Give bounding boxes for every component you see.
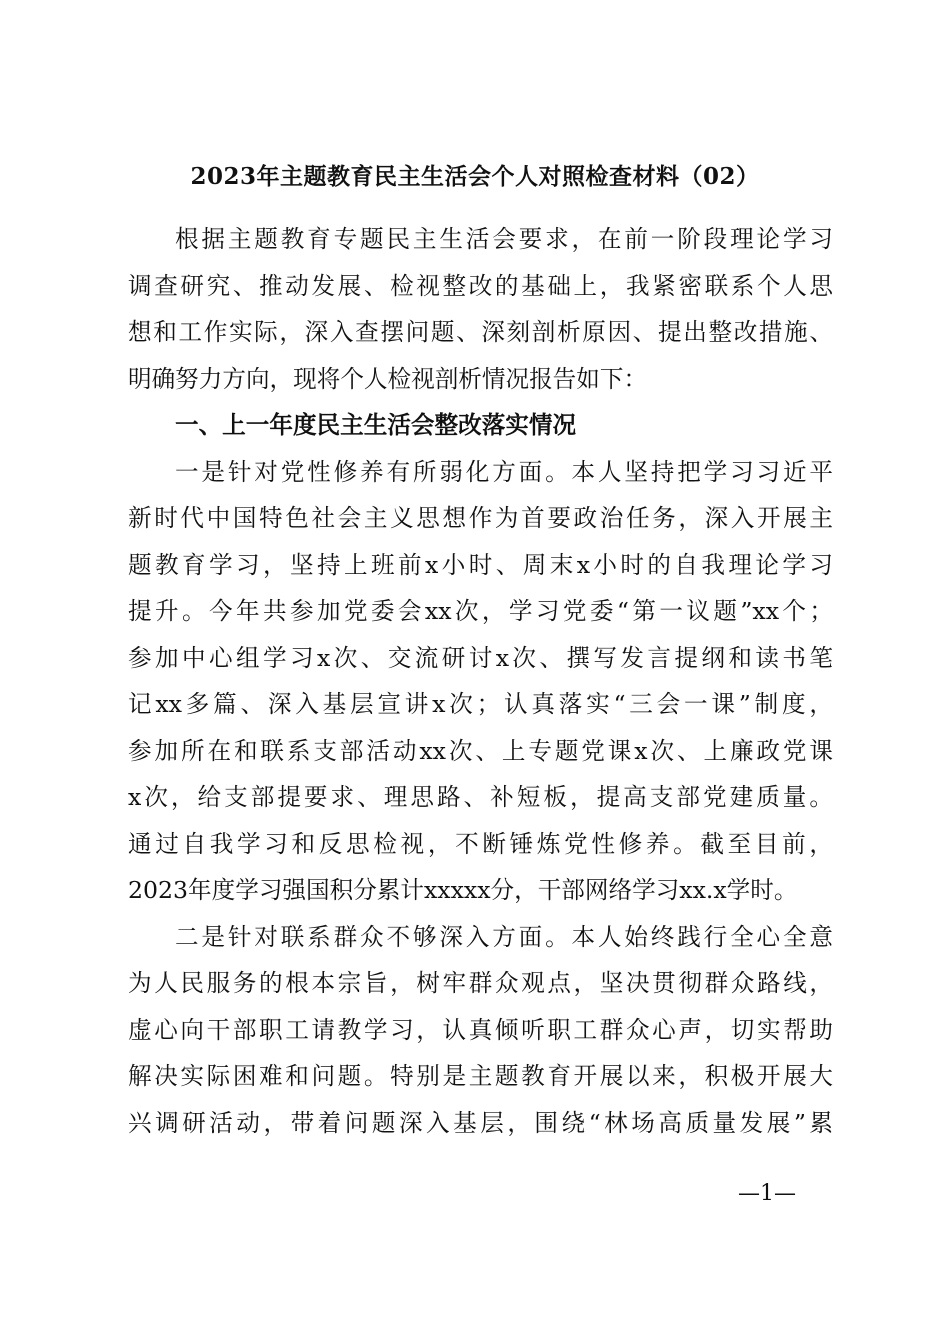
paragraph-line: 解决实际困难和问题。特别是主题教育开展以来，积极开展大 xyxy=(128,1062,833,1090)
paragraph-line: 参加所在和联系支部活动xx次、上专题党课x次、上廉政党课 xyxy=(128,736,833,765)
paragraph-line: 二是针对联系群众不够深入方面。本人始终践行全心全意 xyxy=(175,922,833,951)
intro-line: 根据主题教育专题民主生活会要求，在前一阶段理论学习 xyxy=(175,225,833,253)
paragraph-line: 通过自我学习和反思检视，不断锤炼党性修养。截至目前， xyxy=(128,829,833,858)
paragraph-line: 一是针对党性修养有所弱化方面。本人坚持把学习习近平 xyxy=(175,457,833,486)
document-body xyxy=(128,216,833,1146)
intro-line: 明确努力方向，现将个人检视剖析情况报告如下： xyxy=(128,364,648,393)
paragraph-line: 参加中心组学习x次、交流研讨x次、撰写发言提纲和读书笔 xyxy=(128,643,833,672)
paragraph-line: 2023年度学习强国积分累计xxxxx分，干部网络学习xx.x学时。 xyxy=(128,876,798,904)
paragraph-line: x次，给支部提要求、理思路、补短板，提高支部党建质量。 xyxy=(128,783,833,811)
paragraph-line: 虚心向干部职工请教学习，认真倾听职工群众心声，切实帮助 xyxy=(128,1015,833,1044)
paragraph-line: 题教育学习，坚持上班前x小时、周末x小时的自我理论学习 xyxy=(128,550,833,579)
paragraph-line: 新时代中国特色社会主义思想作为首要政治任务，深入开展主 xyxy=(128,504,833,532)
paragraph-line: 记xx多篇、深入基层宣讲x次；认真落实“三会一课”制度， xyxy=(128,690,833,718)
paragraph-line: 为人民服务的根本宗旨，树牢群众观点，坚决贯彻群众路线， xyxy=(128,969,833,997)
document-title: 2023年主题教育民主生活会个人对照检查材料（02） xyxy=(190,163,760,190)
section-heading: 一、上一年度民主生活会整改落实情况 xyxy=(175,411,577,439)
intro-line: 想和工作实际，深入查摆问题、深刻剖析原因、提出整改措施、 xyxy=(128,318,833,346)
paragraph-line: 提升。今年共参加党委会xx次，学习党委“第一议题”xx个； xyxy=(128,597,833,625)
paragraph-line: 兴调研活动，带着问题深入基层，围绕“林场高质量发展”累 xyxy=(128,1108,833,1137)
page-number: —1— xyxy=(738,1181,796,1206)
intro-line: 调查研究、推动发展、检视整改的基础上，我紧密联系个人思 xyxy=(128,271,833,300)
